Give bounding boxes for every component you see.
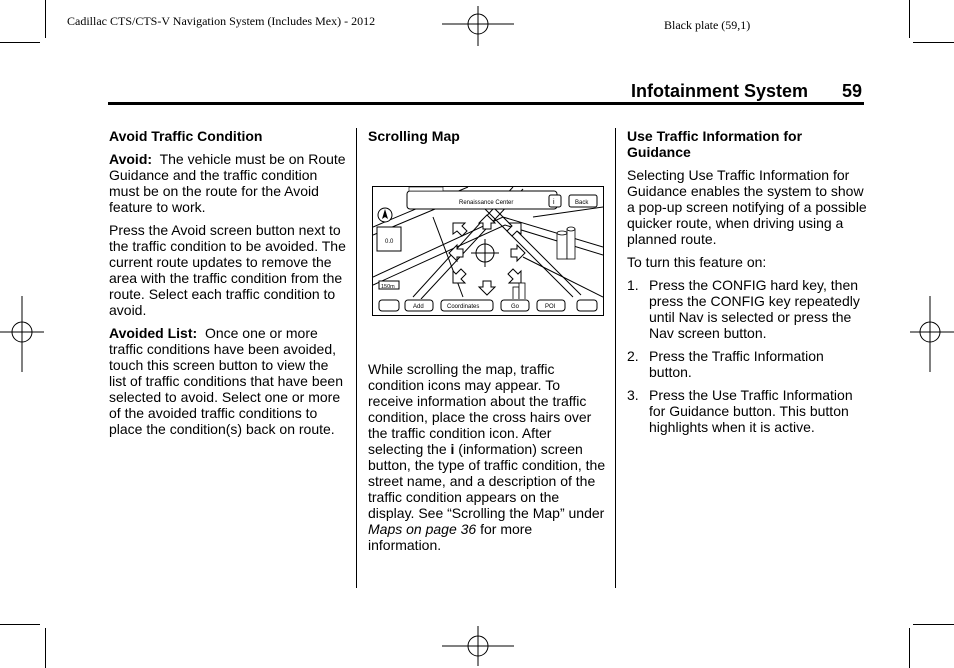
text-scrolling-a: While scrolling the map, traffic condition icons may appear. To receive information about the traffic condition, place the cross hairs over the traffic condition icon. After selecting the xyxy=(368,361,592,457)
scroll-down-right-arrow-icon xyxy=(508,269,521,283)
list-item xyxy=(627,348,867,380)
paragraph-avoid-button: Press the Avoid screen button next to the traffic condition to be avoided. The current route updates to remove the area with the traffic condition from the route. Select each traffic condition to avoid. xyxy=(109,222,346,318)
svg-text:i: i xyxy=(553,199,555,206)
column-3 xyxy=(627,128,867,442)
scroll-up-right-arrow-icon xyxy=(507,223,521,236)
registration-mark-icon xyxy=(0,296,44,372)
list-item xyxy=(627,277,867,341)
column-2-body xyxy=(368,361,608,560)
plate-label: Black plate (59,1) xyxy=(664,18,751,32)
map-button-add[interactable]: Add xyxy=(413,304,424,310)
text-info-i: i xyxy=(450,441,455,457)
heading-scrolling-map: Scrolling Map xyxy=(368,128,460,144)
crop-mark xyxy=(0,42,40,43)
map-button-coordinates[interactable]: Coordinates xyxy=(447,304,480,310)
map-location-label: Renaissance Center xyxy=(459,200,514,206)
heading-use-traffic: Use Traffic Information for Guidance xyxy=(627,128,803,160)
crop-mark xyxy=(45,628,46,668)
page-number: 59 xyxy=(842,81,863,101)
crop-mark xyxy=(909,628,910,668)
map-image xyxy=(373,187,603,315)
map-screenshot xyxy=(372,186,604,316)
registration-mark-icon xyxy=(910,296,954,372)
registration-mark-icon xyxy=(440,6,516,46)
text-avoid: The vehicle must be on Route Guidance and the traffic condition must be on the route for the Avoid feature to work. xyxy=(109,151,346,215)
crop-mark xyxy=(0,624,40,625)
term-avoided-list: Avoided List: xyxy=(109,325,198,341)
column-divider xyxy=(615,128,616,588)
scroll-down-arrow-icon xyxy=(479,281,495,295)
column-divider xyxy=(356,128,357,588)
registration-mark-icon xyxy=(440,626,516,666)
section-title: Infotainment System xyxy=(631,81,809,101)
map-button-go[interactable]: Go xyxy=(511,304,520,310)
step-text: Press the Use Traffic Information for Guidance button. This button highlights when it is active. xyxy=(649,387,853,435)
running-head: Cadillac CTS/CTS-V Navigation System (Includes Mex) - 2012 xyxy=(67,14,376,28)
paragraph-scrolling-map xyxy=(368,361,608,553)
step-text: Press the CONFIG hard key, then press the CONFIG key repeatedly until Nav is selected or press the Nav screen button. xyxy=(649,277,860,341)
heading-avoid-traffic: Avoid Traffic Condition xyxy=(109,128,263,144)
step-text: Press the Traffic Information button. xyxy=(649,348,824,380)
paragraph-use-traffic: Selecting Use Traffic Information for Guidance enables the system to show a pop-up screen notifying of a possible quicker route, when driving using a planned route. xyxy=(627,167,867,247)
text-scrolling-b: (information) screen button, the type of traffic condition, the street name, and a description of the traffic condition appears on the display. See “Scrolling the Map” under xyxy=(368,441,606,521)
header-rule xyxy=(108,102,864,105)
term-avoid: Avoid: xyxy=(109,151,153,167)
map-back-label: Back xyxy=(575,200,589,206)
column-2 xyxy=(368,128,606,151)
column-1 xyxy=(109,128,347,444)
step-number: 3. xyxy=(627,387,639,403)
step-number: 1. xyxy=(627,277,639,293)
scroll-left-arrow-icon xyxy=(449,245,463,261)
map-button-poi[interactable]: POI xyxy=(545,304,556,310)
crop-mark xyxy=(909,0,910,38)
paragraph-avoid xyxy=(109,151,347,215)
page-reference: Maps on page 36 xyxy=(368,521,477,537)
map-scale-label: 150m xyxy=(381,284,395,290)
crop-mark xyxy=(45,0,46,38)
paragraph-turn-on: To turn this feature on: xyxy=(627,254,767,270)
paragraph-avoided-list xyxy=(109,325,347,437)
crop-mark xyxy=(913,624,954,625)
text-avoided-list: Once one or more traffic conditions have been avoided, touch this screen button to view the list of traffic conditions that have been selected to avoid. Select one or more of the avoided traffic conditions to place the condition(s) back on route. xyxy=(109,325,343,437)
text-scrolling-c: for more information. xyxy=(368,521,533,553)
map-speed-value: 0.0 xyxy=(385,239,394,245)
crop-mark xyxy=(913,42,954,43)
step-number: 2. xyxy=(627,348,639,364)
list-item xyxy=(627,387,867,435)
scroll-down-left-arrow-icon xyxy=(453,269,466,283)
